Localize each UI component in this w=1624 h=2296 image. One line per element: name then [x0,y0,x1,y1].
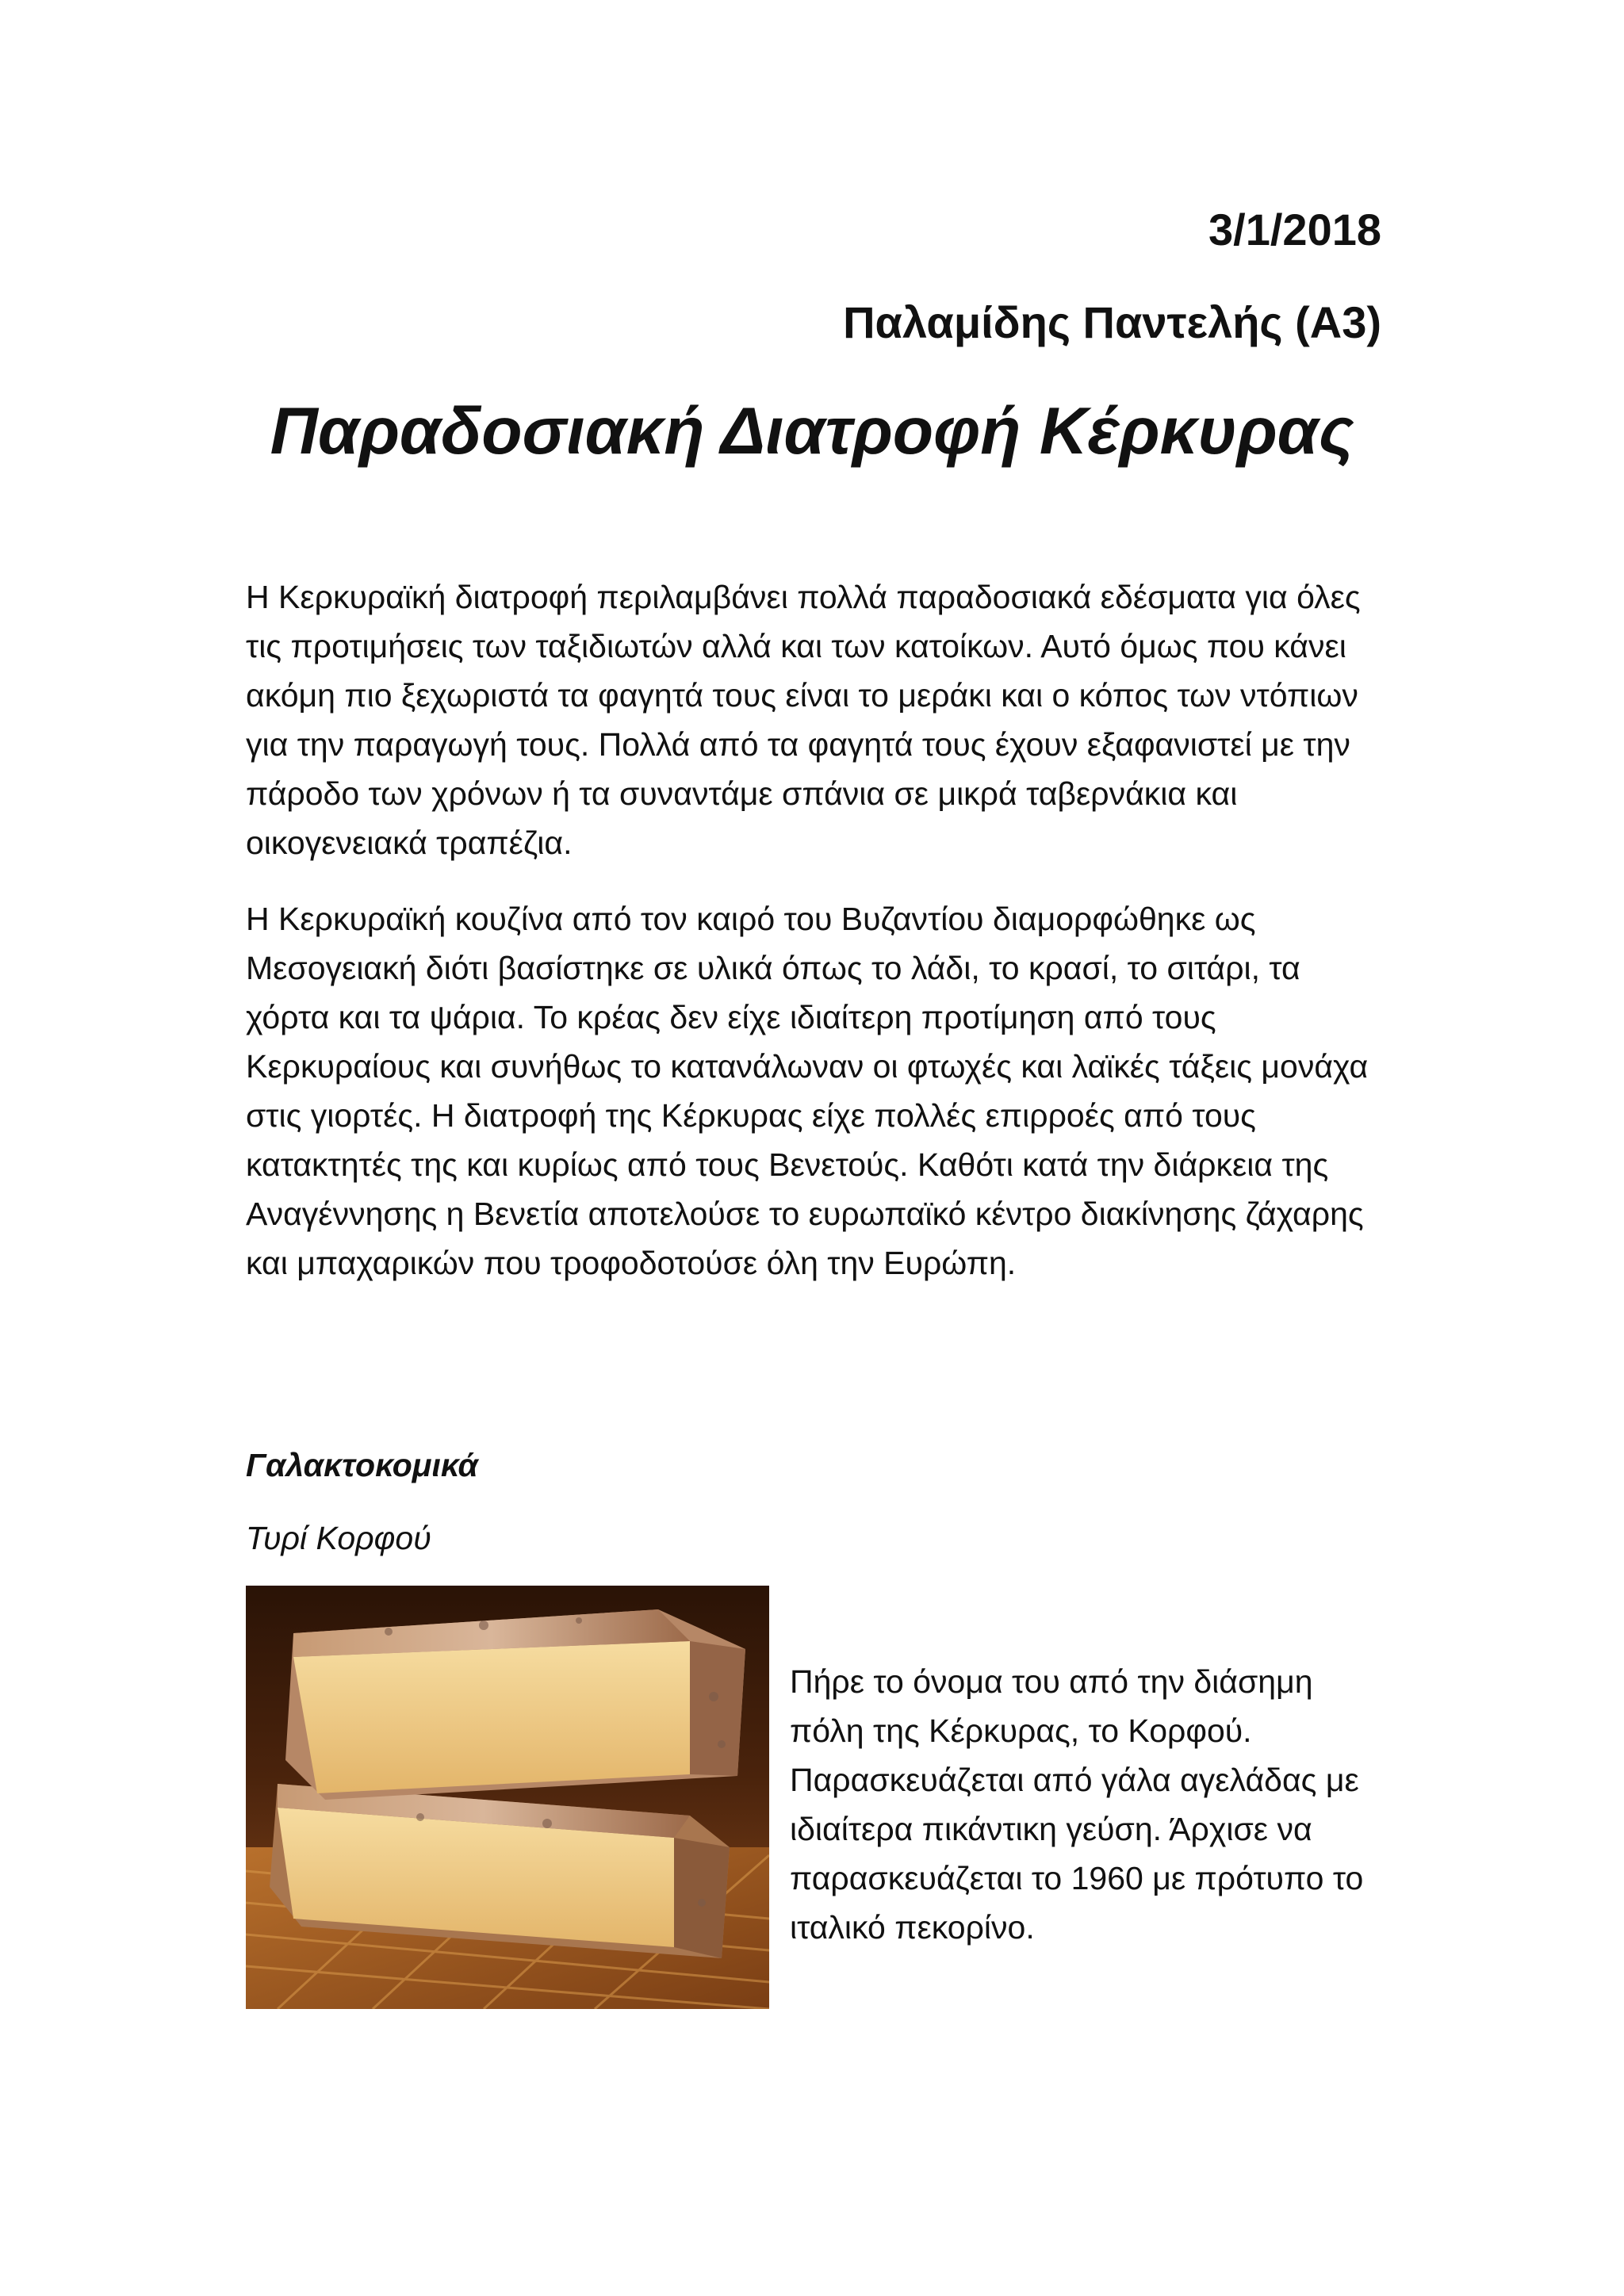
intro-paragraph: Η Κερκυραϊκή διατροφή περιλαμβάνει πολλά παραδοσιακά εδέσματα για όλες τις προτιμήσεις των ταξιδιωτών αλλά και των κατοίκων. Αυτό όμως που κάνει ακόμη πιο ξεχωριστά τα φαγητά τους είναι το μεράκι και ο κόπος των ντόπιων για την παραγωγή τους. Πολλά από τα φαγητά τους έχουν εξαφανιστεί με την πάροδο των χρόνων ή τα συναντάμε σπάνια σε μικρά ταβερνάκια και οικογενειακά τραπέζια. [246,579,1361,861]
document-title: Παραδοσιακή Διατροφή Κέρκυρας [270,393,1354,468]
cheese-photo [246,1586,769,2009]
document-author: Παλαμίδης Παντελής (Α3) [843,297,1381,347]
cheese-description: Πήρε το όνομα του από την διάσημη πόλη της Κέρκυρας, το Κορφού. Παρασκευάζεται από γάλα αγελάδας με ιδιαίτερα πικάντικη γεύση. Άρχισε να παρασκευάζεται το 1960 με πρότυπο το ιταλικό πεκορίνο. [790,1663,1364,1946]
history-paragraph: Η Κερκυραϊκή κουζίνα από τον καιρό του Βυζαντίου διαμορφώθηκε ως Μεσογειακή διότι βασίστηκε σε υλικά όπως το λάδι, το κρασί, το σιτάρι, τα χόρτα και τα ψάρια. Το κρέας δεν είχε ιδιαίτερη προτίμηση από τους Κερκυραίους και συνήθως το κατανάλωναν οι φτωχές και λαϊκές τάξεις μονάχα στις γιορτές. Η διατροφή της Κέρκυρας είχε πολλές επιρροές από τους κατακτητές της και κυρίως από τους Βενετούς. Καθότι κατά την διάρκεια της Αναγέννησης η Βενετία αποτελούσε το ευρωπαϊκό κέντρο διακίνησης ζάχαρης και μπαχαρικών που τροφοδοτούσε όλη την Ευρώπη. [246,901,1369,1281]
item-title-cheese: Τυρί Κορφού [246,1520,431,1556]
section-heading-dairy: Γαλακτοκομικά [246,1447,478,1483]
cheese-illustration [246,1586,769,2009]
document-date: 3/1/2018 [1208,205,1381,254]
